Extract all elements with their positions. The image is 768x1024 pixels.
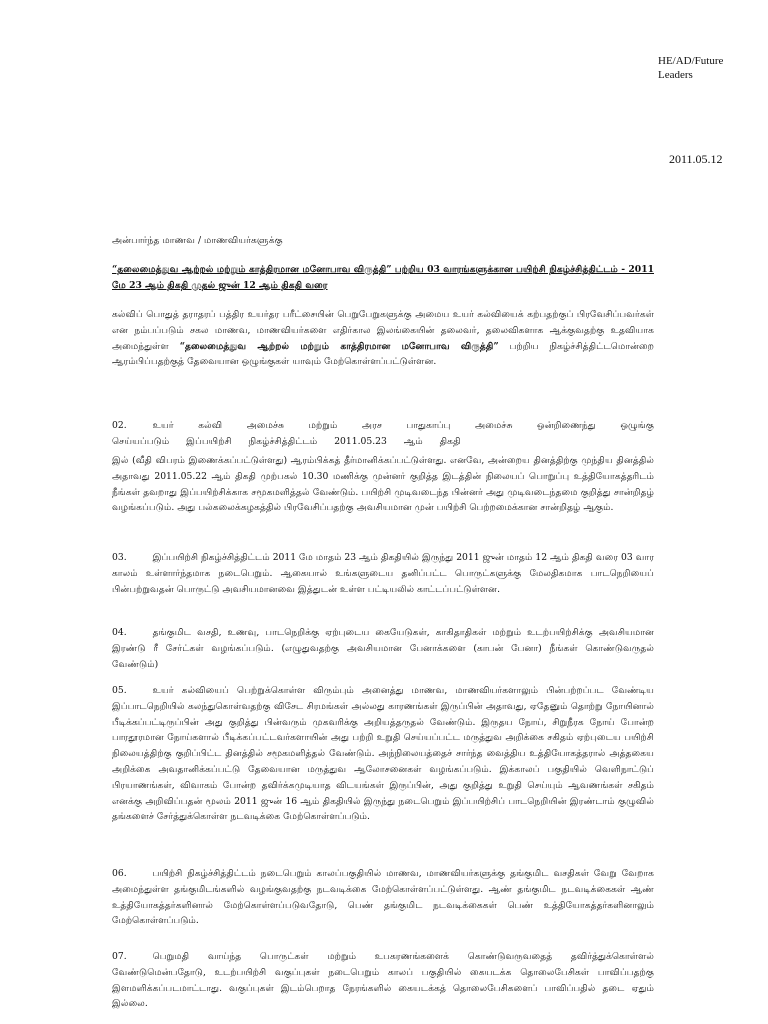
paragraph-6: [112, 866, 654, 929]
reference-line-2: Leaders: [658, 69, 693, 81]
paragraph-3-number: 03.: [112, 552, 127, 563]
paragraph-2-number: 02.: [112, 420, 127, 431]
paragraph-7: [112, 949, 654, 1012]
paragraph-4-text: தங்குமிட வசதி, உணவு, பாடநெறிக்கு ஏற்புடைய கையேடுகள், காகிதாதிகள் மற்றும் உடற்பயிற்சிக்கு அவசியமான இரண்டு ரீ சேர்ட்கள் வழங்கப்படும். (எழுதுவதற்கு அவசியமான பேனாக்களை (காபன் பேனா) நீங்கள் கொண்டுவருதல் வேண்டும்): [112, 627, 654, 670]
paragraph-1-intro: கல்விப் பொதுத் தராதரப் பத்திர உயர்தர பரீட்சையின் பெறுபேறுகளுக்கு அமைய உயர் கல்வியைக் கற்பதற்குப் பிரவேசிப்பவர்கள் என நம்பப்படும் சகல மாணவ, மாணவியர்களை எதிர்கால இலங்கையின் தலைவர், தலைவிகளாக ஆக்குவதற்கு உதவியாக அமைந்துள்ள: [112, 309, 654, 352]
paragraph-5-number: 05.: [112, 685, 127, 696]
paragraph-7-text: பெறுமதி வாய்ந்த பொருட்கள் மற்றும் உபகரணங்களைக் கொண்டுவருவதைத் தவிர்த்துக்கொள்ளல் வேண்டுமென்பதோடு, உடற்பயிற்சி வகுப்புகள் நடைபெறும் காலப் பகுதியில் கையடக்க தொலைபேசிகள் பாவிப்பதற்கு இளமளிக்கப்படமாட்டாது. வகுப்புகள் இடம்பெறாத நேரங்களில் கையடக்கத் தொலைபேசிகளைப் பாவிப்பதில் தடை ஏதும் இல்லை.: [112, 951, 654, 1010]
reference-line-1: HE/AD/Future: [658, 55, 724, 67]
paragraph-4-number: 04.: [112, 627, 127, 638]
paragraph-1: [112, 307, 654, 370]
paragraph-3-text: இப்பயிற்சி நிகழ்ச்சித்திட்டம் 2011 மே மாதம் 23 ஆம் திகதியில் இருந்து 2011 ஜுன் மாதம் 12 ஆம் திகதி வரை 03 வார காலம் உள்ளார்ந்தமாக நடைபெறும். ஆகையால் உங்களுடைய தனிப்பட்ட பொருட்களுக்கு மேலதிகமாக பாடநெறியைப் பின்பற்றுவதன் பொருட்டு அவசியமானவை இத்துடன் உள்ள பட்டியலில் காட்டப்பட்டுள்ளன.: [112, 552, 654, 595]
paragraph-2-text: உயர் கல்வி அமைச்சு மற்றும் அரச பாதுகாப்பு அமைச்சு ஒன்றிணைந்து ஒழுங்கு செய்யப்படும் இப்பயிற்சி நிகழ்ச்சித்திட்டம் 2011.05.23 ஆம் திகதி: [112, 420, 654, 447]
salutation: அன்பார்ந்த மாணவ / மாணவியர்களுக்கு: [112, 235, 283, 246]
letter-date: 2011.05.12: [669, 152, 723, 166]
paragraph-6-text: பயிற்சி நிகழ்ச்சித்திட்டம் நடைபெறும் காலப்பகுதியில் மாணவ, மாணவியர்களுக்கு தங்குமிட வசதிகள் வேறு வேறாக அமைந்துள்ள தங்குமிடங்களில் வழங்குவதற்கு நடவடிக்கை மேற்கொள்ளப்பட்டுள்ளது. ஆண் தங்குமிட நடவடிக்கைகள் ஆண் உத்தியோகத்தர்களினால் மேற்கொள்ளப்படுவதோடு, பெண் தங்குமிட நடவடிக்கைகள் பெண் உத்தியோகத்தர்களினாலும் மேற்கொள்ளப்படும்.: [112, 868, 654, 927]
paragraph-2-continuation: இல் (வீதி விபரம் இணைக்கப்பட்டுள்ளது) ஆரம்பிக்கத் தீர்மானிக்கப்பட்டுள்ளது. எனவே, அன்றைய தினத்திற்கு முந்திய தினத்தில் அதாவது 2011.05.22 ஆம் திகதி முற்பகல் 10.30 மணிக்கு முன்னர் குறித்த இடத்தின் நிலையப் பொறுப்பு உத்தியோகத்தரிடம் நீங்கள் தவறாது இப்பயிற்சிக்காக சமூகமளித்தல் வேண்டும். பயிற்சி முடிவடைந்த பின்னர் அது முடிவடைந்தமை குறித்து சான்றிதழ் வழங்கப்படும். அது பல்கலைக்கழகத்தில் பிரவேசிப்பதற்கு அவசியமான முன் பயிற்சி பெற்றமைக்கான சான்றிதழ் ஆகும்.: [112, 455, 654, 514]
paragraph-6-number: 06.: [112, 868, 127, 879]
paragraph-4: [112, 625, 654, 672]
subject-line: “தலைமைத்துவ ஆற்றல் மற்றும் காத்திரமான மனோபாவ விருத்தி” பற்றிய 03 வாரங்களுக்கான பயிற்சி நிகழ்ச்சித்திட்டம் - 2011 மே 23 ஆம் திகதி முதல் ஜுன் 12 ஆம் திகதி வரை: [112, 264, 654, 291]
paragraph-2: [112, 418, 654, 450]
paragraph-3: [112, 550, 654, 597]
paragraph-7-number: 07.: [112, 951, 127, 962]
paragraph-1-program-title: “தலைமைத்துவ ஆற்றல் மற்றும் காத்திரமான மனோபாவ விருத்தி”: [179, 340, 499, 352]
paragraph-1-closing: பற்றிய நிகழ்ச்சித்திட்டமொன்றை ஆரம்பிப்பதற்குத் தேவையான ஒழுங்குகள் யாவும் மேற்கொள்ளப்பட்டுள்ளன.: [112, 340, 654, 368]
paragraph-5-text: உயர் கல்வியைப் பெற்றுக்கொள்ள விரும்பும் அனைத்து மாணவ, மாணவியர்களாலும் பின்பற்றப்பட வேண்டிய இப்பாடநெறியில் கலந்துகொள்வதற்கு விசேட சிரமங்கள் அல்லது காரணங்கள் இருப்பின் அதாவது, ஏதேனும் தொற்று நோயினால் பீடிக்கப்பட்டிருப்பின் அது குறித்து பின்வரும் முகவரிக்கு அறியத்தருதல் வேண்டும். இருதய நோய், சிறுநீரக நோய் போன்ற பாரதூரமான நோய்களால் பீடிக்கப்பட்டவர்களாயின் அது பற்றி உறுதி செய்யப்பட்ட மருத்துவ அறிக்கை சகிதம் ஏற்புடைய பயிற்சி நிலையத்திற்கு குறிப்பிட்ட தினத்தில் சமூகமளித்தல் வேண்டும். அந்நிலையத்தைச் சார்ந்த வைத்திய உத்தியோகத்தரால் அத்தகைய அறிக்கை அவதானிக்கப்பட்டு தேவையான மருத்துவ ஆலோசனைகள் வழங்கப்படும். இக்காலப் பகுதியில் வெளிநாட்டுப் பிரயாணங்கள், விவாகம் போன்ற தவிர்க்கமுடியாத விடயங்கள் இருப்பின், அது குறித்து உறுதி செய்யும் ஆவணங்கள் சகிதம் எனக்கு அறிவிப்பதன் மூலம் 2011 ஜுன் 16 ஆம் திகதியில் இருந்து நடைபெறும் இப்பயிற்சிப் பாடநெறியின் இரண்டாம் குழுவில் தங்களைச் சேர்த்துக்கொள்ள நடவடிக்கை மேற்கொள்ளப்படும்.: [112, 685, 654, 823]
paragraph-5: [112, 683, 654, 825]
reference-code: [658, 54, 763, 82]
